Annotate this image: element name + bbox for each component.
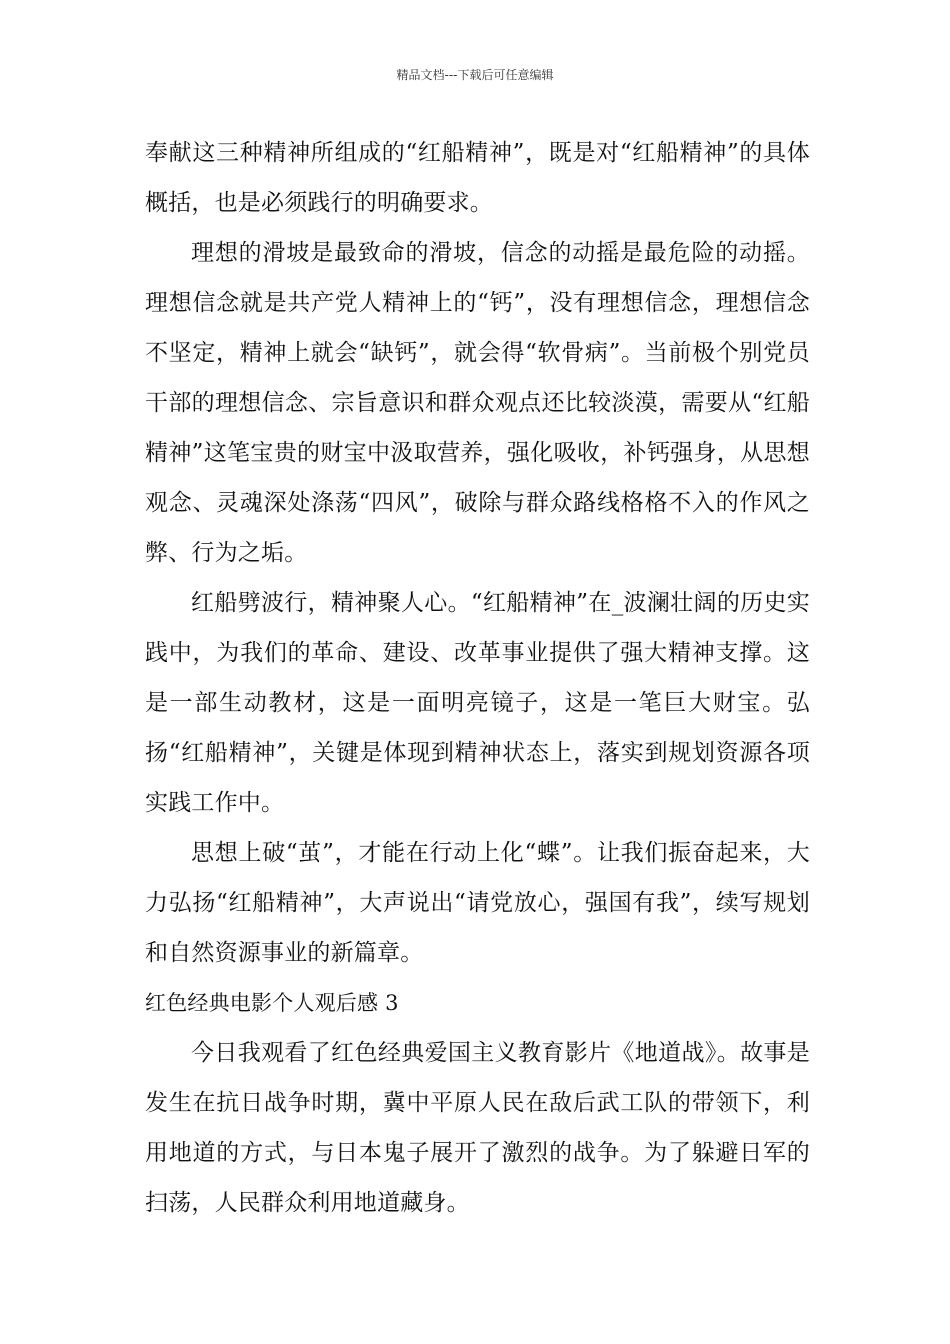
document-body bbox=[145, 128, 810, 1228]
paragraph: 思想上破“茧”，才能在行动上化“蝶”。让我们振奋起来，大力弘扬“红船精神”，大声说出“请党放心，强国有我”，续写规划和自然资源事业的新篇章。 bbox=[145, 840, 810, 966]
paragraph-continuation: 奉献这三种精神所组成的“红船精神”，既是对“红船精神”的具体概括，也是必须践行的明确要求。 bbox=[145, 140, 810, 216]
paragraph: 今日我观看了红色经典爱国主义教育影片《地道战》。故事是发生在抗日战争时期，冀中平原人民在敌后武工队的带领下，利用地道的方式，与日本鬼子展开了激烈的战争。为了躲避日军的扫荡，人民群众利用地道藏身。 bbox=[145, 1040, 810, 1216]
page-header: 精品文档---下载后可任意编辑 bbox=[396, 68, 554, 82]
section-title: 红色经典电影个人观后感 3 bbox=[145, 991, 399, 1015]
paragraph: 理想的滑坡是最致命的滑坡，信念的动摇是最危险的动摇。理想信念就是共产党人精神上的“钙”，没有理想信念，理想信念不坚定，精神上就会“缺钙”，就会得“软骨病”。当前极个别党员干部的理想信念、宗旨意识和群众观点还比较淡漠，需要从“红船精神”这笔宝贵的财宝中汲取营养，强化吸收，补钙强身，从思想观念、灵魂深处涤荡“四风”，破除与群众路线格格不入的作风之弊、行为之垢。 bbox=[145, 240, 810, 566]
paragraph: 红船劈波行，精神聚人心。“红船精神”在_波澜壮阔的历史实践中，为我们的革命、建设、改革事业提供了强大精神支撑。这是一部生动教材，这是一面明亮镜子，这是一笔巨大财宝。弘扬“红船精神”，关键是体现到精神状态上，落实到规划资源各项实践工作中。 bbox=[145, 590, 810, 816]
